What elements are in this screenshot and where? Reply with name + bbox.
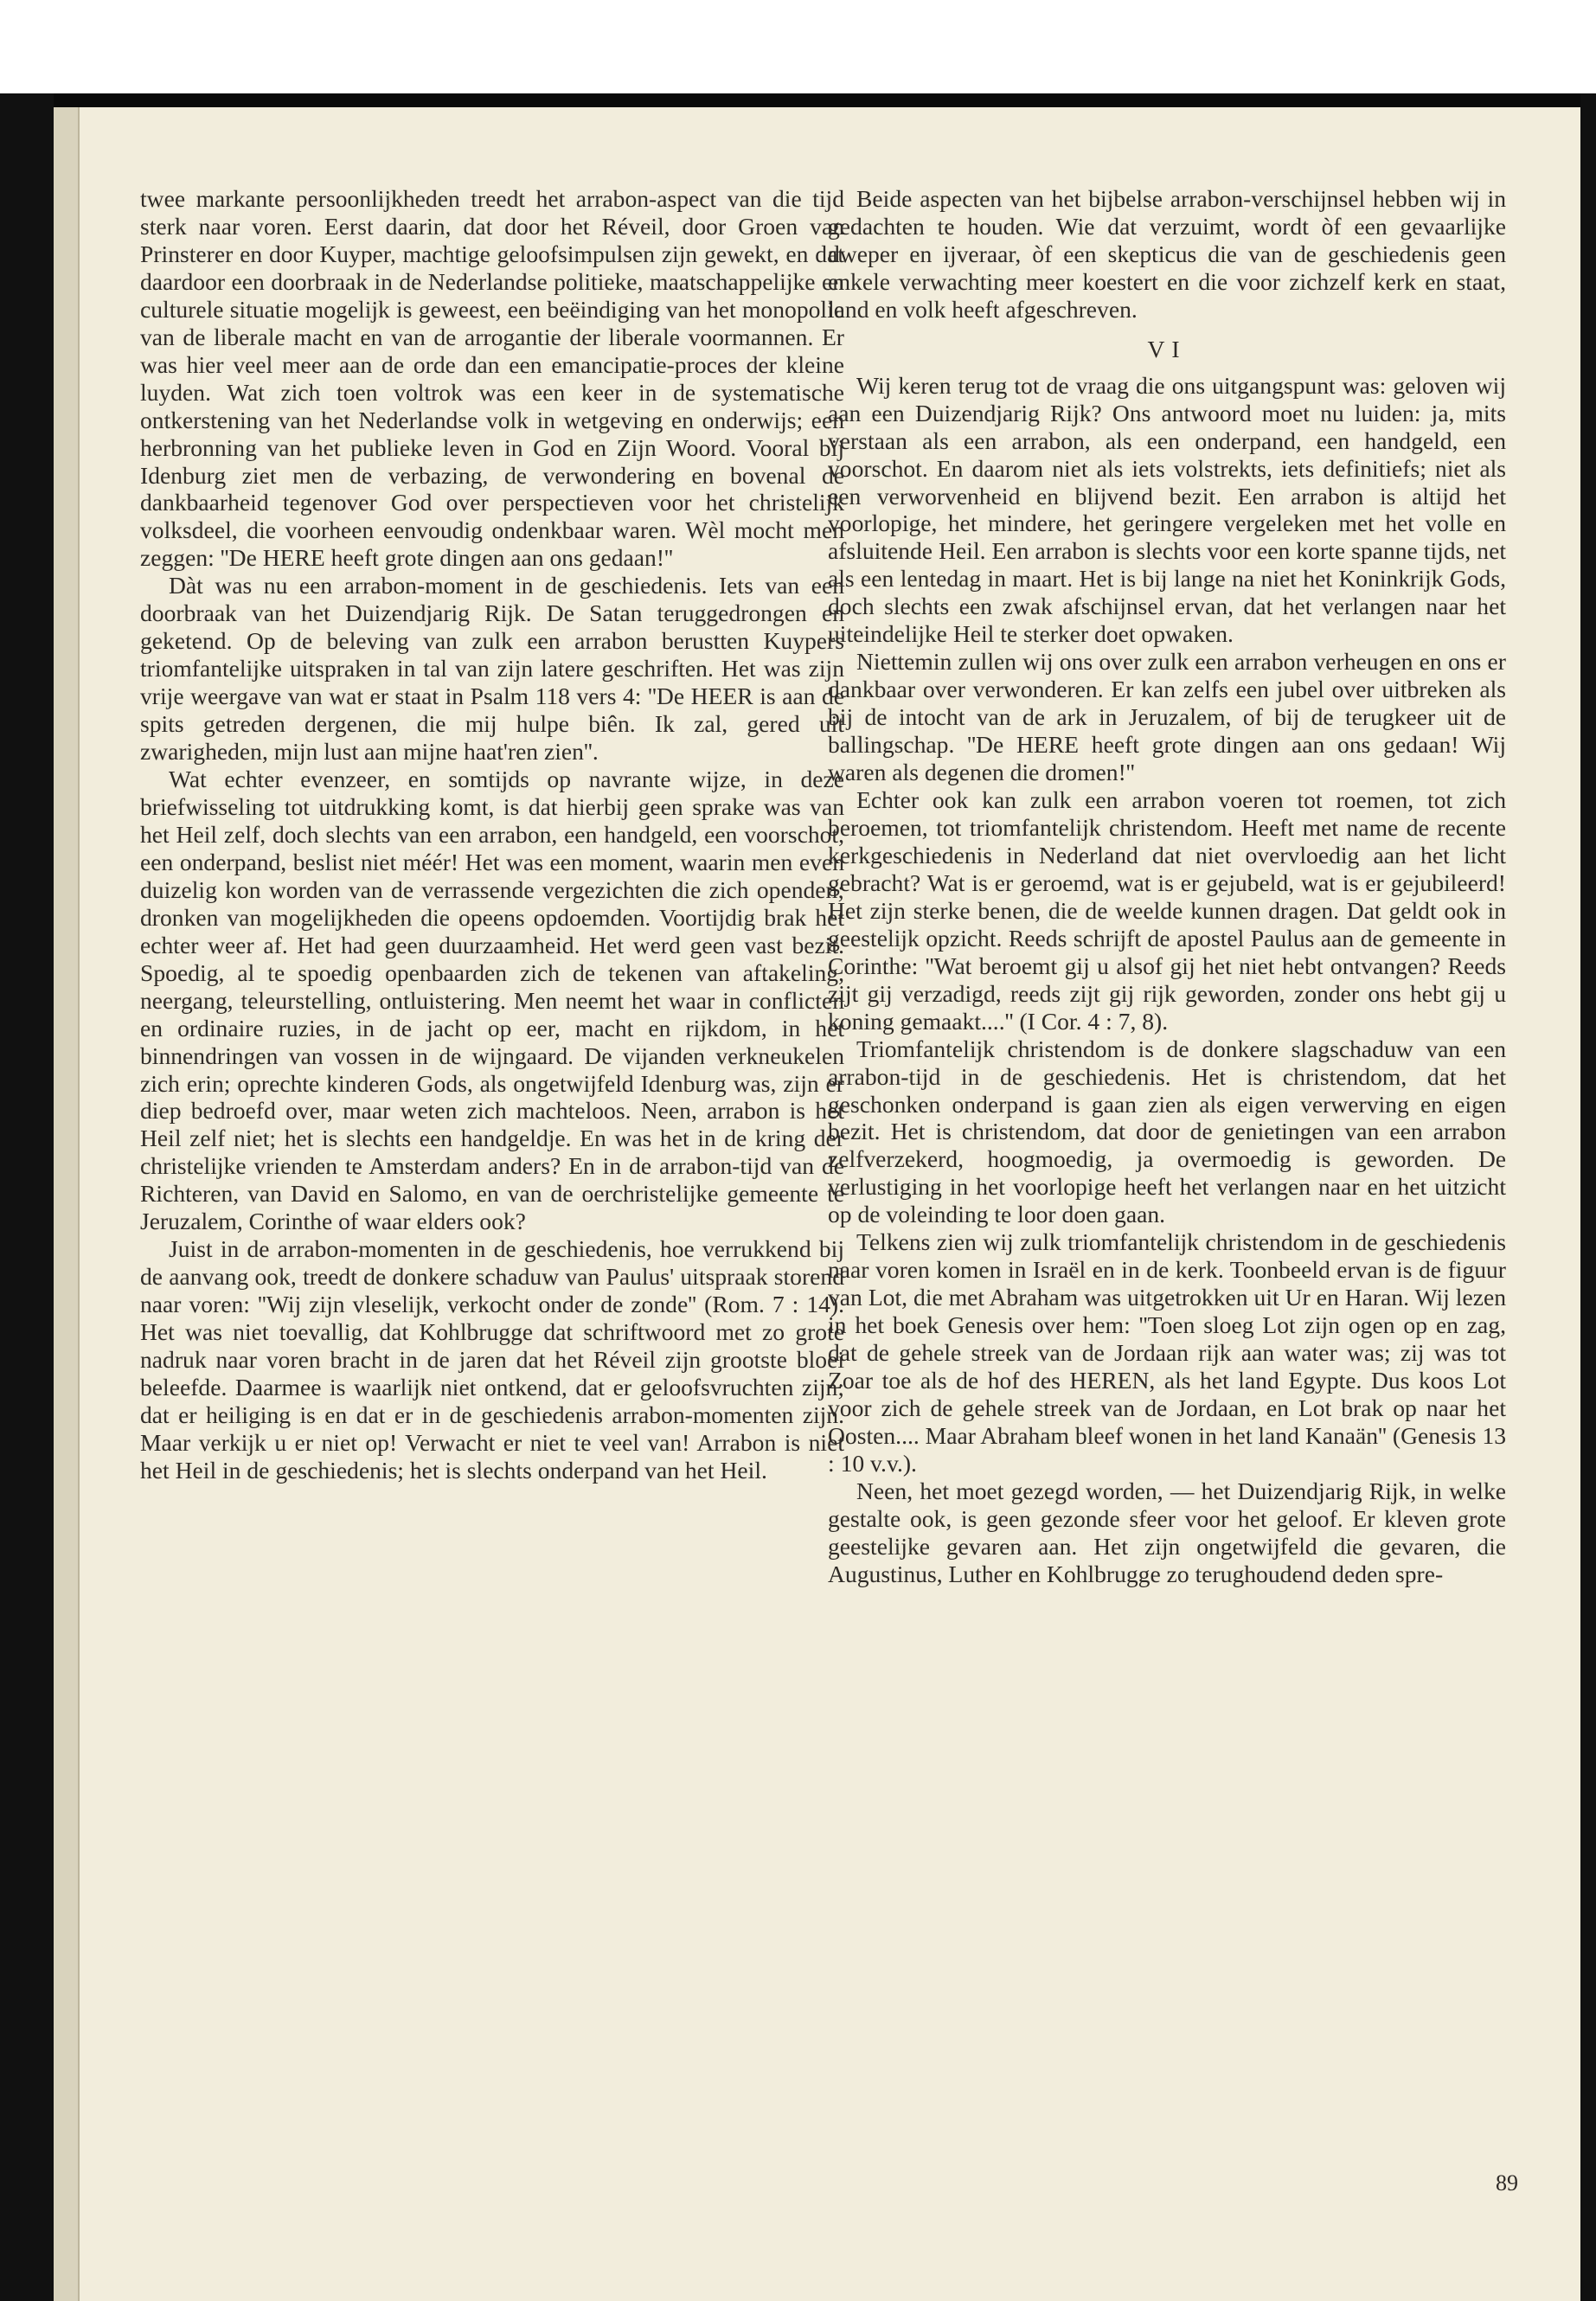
page <box>54 107 1580 2301</box>
scan-border-right <box>1580 93 1596 2301</box>
paragraph: Dàt was nu een arrabon-moment in de geschiedenis. Iets van een doorbraak van het Duizendjarig Rijk. De Satan teruggedrongen en geketend. Op de beleving van zulk een arrabon berustten Kuypers triomfantelijke uitspraken in tal van zijn latere geschriften. Het was zijn vrije weergave van wat er staat in Psalm 118 vers 4: ''De HEER is aan de spits getreden dergenen, die mij hulpe biên. Ik zal, gered uit zwarigheden, mijn lust aan mijne haat'ren zien''. <box>140 572 844 766</box>
section-heading: VI <box>1147 335 1187 362</box>
paragraph: twee markante persoonlijkheden treedt het arrabon-aspect van die tijd sterk naar voren. Eerst daarin, dat door het Réveil, door Groen van Prinsterer en door Kuyper, machtige geloofsimpulsen zijn gewekt, en dat daardoor een doorbraak in de Nederlandse politieke, maatschappelijke en culturele situatie mogelijk is geweest, een beëindiging van het monopolie van de liberale macht en van de arrogantie der liberale voormannen. Er was hier veel meer aan de orde dan een emancipatie-proces der kleine luyden. Wat zich toen voltrok was een keer in de systematische ontkerstening van het Nederlandse volk in wetgeving en onderwijs; een herbronning van het publieke leven in God en Zijn Woord. Vooral bij Idenburg ziet men de verbazing, de verwondering en bovenal de dankbaarheid tegenover God over perspectieven voor het christelijk volksdeel, die voorheen eenvoudig ondenkbaar waren. Wèl mocht men zeggen: ''De HERE heeft grote dingen aan ons gedaan!'' <box>140 185 844 572</box>
scan-border-top <box>0 93 1596 107</box>
paragraph: Juist in de arrabon-momenten in de geschiedenis, hoe verrukkend bij de aanvang ook, treedt de donkere schaduw van Paulus' uitspraak storend naar voren: ''Wij zijn vleselijk, verkocht onder de zonde'' (Rom. 7 : 14). Het was niet toevallig, dat Kohlbrugge dat schriftwoord met zo grote nadruk naar voren bracht in de jaren dat het Réveil zijn grootste bloei beleefde. Daarmee is waarlijk niet ontkend, dat er geloofsvruchten zijn; dat er heiliging is en dat er in de geschiedenis arrabon-momenten zijn. Maar verkijk u er niet op! Verwacht er niet te veel van! Arrabon is niet het Heil in de geschiedenis; het is slechts onderpand van het Heil. <box>140 1235 844 1484</box>
paragraph: Echter ook kan zulk een arrabon voeren tot roemen, tot zich beroemen, tot triomfantelijk christendom. Heeft met name de recente kerkgeschiedenis in Nederland dat niet overvloedig aan het licht gebracht? Wat is er geroemd, wat is er gejubeld, wat is er gejubileerd! Het zijn sterke benen, die de weelde kunnen dragen. Dat geldt ook in geestelijk opzicht. Reeds schrijft de apostel Paulus aan de gemeente in Corinthe: ''Wat beroemt gij u alsof gij het niet hebt ontvangen? Reeds zijt gij verzadigd, reeds zijt gij rijk geworden, zonder ons hebt gij u koning gemaakt....'' (I Cor. 4 : 7, 8). <box>828 786 1506 1035</box>
paragraph: Wij keren terug tot de vraag die ons uitgangspunt was: geloven wij aan een Duizendjarig Rijk? Ons antwoord moet nu luiden: ja, mits verstaan als een arrabon, als een onderpand, een handgeld, een voorschot. En daarom niet als iets volstrekts, iets definitiefs; niet als een verworvenheid en blijvend bezit. Een arrabon is altijd het voorlopige, het mindere, het geringere vergeleken met het volle en afsluitende Heil. Een arrabon is slechts voor een korte spanne tijds, net als een lentedag in maart. Het is bij lange na niet het Koninkrijk Gods, doch slechts een zwak afschijnsel ervan, dat het verlangen naar het uiteindelijke Heil te sterker doet opwaken. <box>828 371 1506 648</box>
left-column <box>140 185 844 1484</box>
paragraph: Beide aspecten van het bijbelse arrabon-verschijnsel hebben wij in gedachten te houden. Wie dat verzuimt, wordt òf een gevaarlijke dweper en ijveraar, òf een skepticus die van de geschiedenis geen enkele verwachting meer koestert en die voor zichzelf kerk en staat, land en volk heeft afgeschreven. <box>828 185 1506 323</box>
right-column <box>828 185 1506 1588</box>
page-number: 89 <box>1496 2170 1518 2195</box>
paragraph: Neen, het moet gezegd worden, — het Duizendjarig Rijk, in welke gestalte ook, is geen gezonde sfeer voor het geloof. Er kleven grote geestelijke gevaren aan. Het zijn ongetwijfeld die gevaren, die Augustinus, Luther en Kohlbrugge zo terughoudend deden spre- <box>828 1477 1506 1587</box>
paragraph: Niettemin zullen wij ons over zulk een arrabon verheugen en ons er dankbaar over verwonderen. Er kan zelfs een jubel over uitbreken als bij de intocht van de ark in Jeruzalem, of bij de terugkeer uit de ballingschap. ''De HERE heeft grote dingen aan ons gedaan! Wij waren als degenen die dromen!'' <box>828 648 1506 786</box>
scan-border-left <box>0 93 54 2301</box>
paragraph: Wat echter evenzeer, en somtijds op navrante wijze, in deze briefwisseling tot uitdrukking komt, is dat hierbij geen sprake was van het Heil zelf, doch slechts van een arrabon, een handgeld, een voorschot, een onderpand, beslist niet méér! Het was een moment, waarin men even duizelig kon worden van de verrassende vergezichten die zich openden; dronken van mogelijkheden die opeens opdoemden. Voortijdig brak het echter weer af. Het had geen duurzaamheid. Het werd geen vast bezit. Spoedig, al te spoedig openbaarden zich de tekenen van aftakeling, neergang, teleurstelling, ontluistering. Men neemt het waar in conflicten en ordinaire ruzies, in de jacht op eer, macht en rijkdom, in het binnendringen van vossen in de wijngaard. De vijanden verkneukelen zich erin; oprechte kinderen Gods, als ongetwijfeld Idenburg was, zijn er diep bedroefd over, maar weten zich machteloos. Neen, arrabon is het Heil zelf niet; het is slechts een handgeldje. En was het in de kring der christelijke vrienden te Amsterdam anders? En in de arrabon-tijd van de Richteren, van David en Salomo, en van de oerchristelijke gemeente te Jeruzalem, Corinthe of waar elders ook? <box>140 766 844 1235</box>
paragraph: Triomfantelijk christendom is de donkere slagschaduw van een arrabon-tijd in de geschiedenis. Het is christendom, dat het geschonken onderpand is gaan zien als eigen verwerving en eigen bezit. Het is christendom, dat door de genietingen van een arrabon zelfverzekerd, hoogmoedig, ja overmoedig is geworden. De verlustiging in het voorlopige heeft het verlangen naar en het uitzicht op de voleinding te loor doen gaan. <box>828 1035 1506 1228</box>
paragraph: Telkens zien wij zulk triomfantelijk christendom in de geschiedenis naar voren komen in Israël en in de kerk. Toonbeeld ervan is de figuur van Lot, die met Abraham was uitgetrokken uit Ur en Haran. Wij lezen in het boek Genesis over hem: ''Toen sloeg Lot zijn ogen op en zag, dat de gehele streek van de Jordaan rijk aan water was; zij was tot Zoar toe als de hof des HEREN, als het land Egypte. Dus koos Lot voor zich de gehele streek van de Jordaan, en Lot brak op naar het Oosten.... Maar Abraham bleef wonen in het land Kanaän'' (Genesis 13 : 10 v.v.). <box>828 1228 1506 1477</box>
page-binding-edge <box>54 107 80 2301</box>
